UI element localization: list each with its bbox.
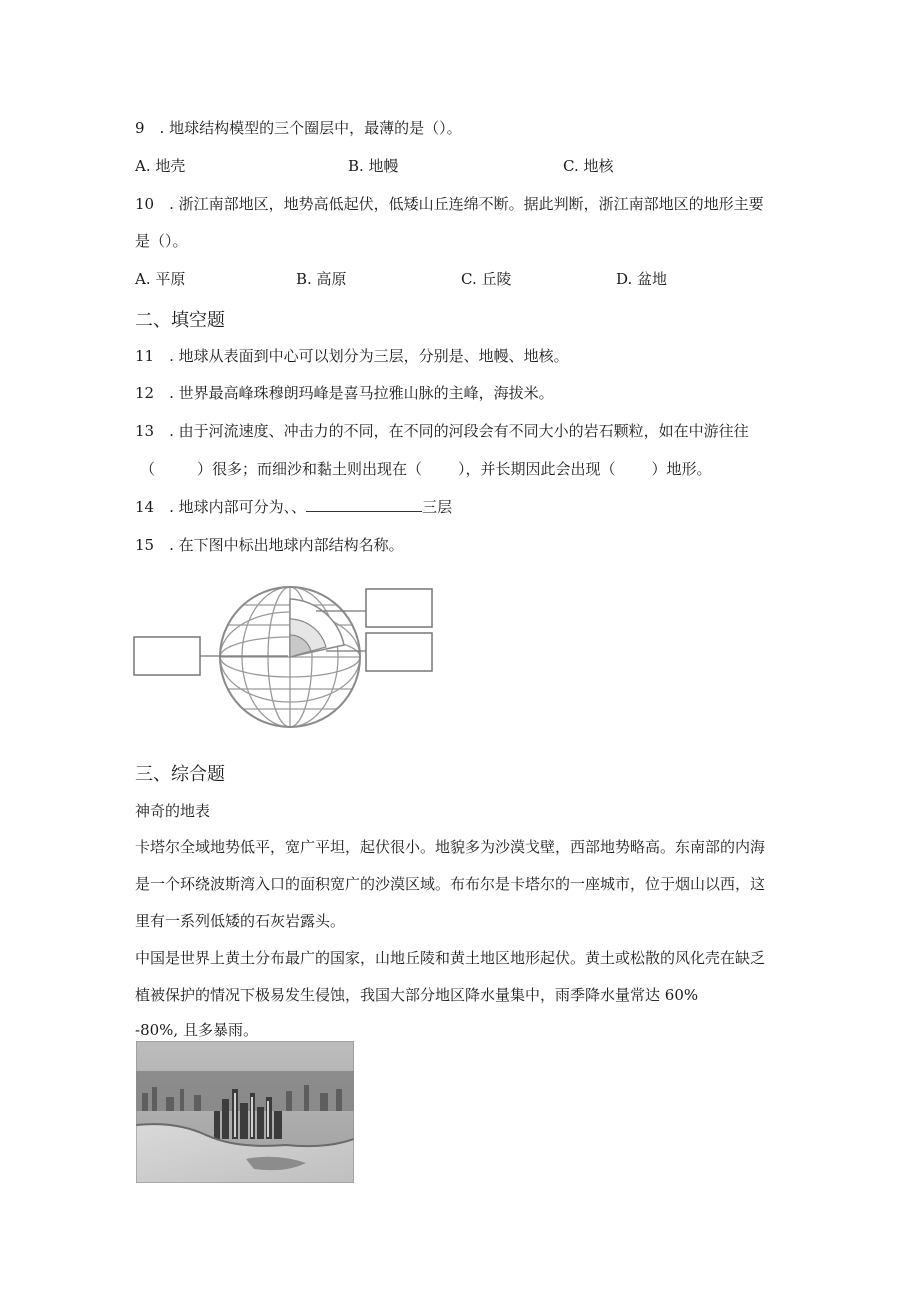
section-3-title: 三、综合题	[135, 764, 225, 785]
question-10-stem-line2: 是（）。	[135, 232, 188, 250]
section-2-title: 二、填空题	[135, 310, 225, 331]
passage-paragraph-1-line-2: 是一个环绕波斯湾入口的面积宽广的沙漠区域。布布尔是卡塔尔的一座城市，位于烟山以西，这	[135, 875, 766, 893]
q9-option-c: C. 地核	[563, 157, 614, 175]
passage-paragraph-1-line-3: 里有一系列低矮的石灰岩露头。	[135, 912, 346, 930]
q14-suffix: 三层	[422, 498, 453, 516]
q9-option-b: B. 地幔	[348, 157, 399, 175]
q10-option-b: B. 高原	[296, 270, 347, 288]
passage-title: 神奇的地表	[135, 802, 211, 820]
question-15: 15 . 在下图中标出地球内部结构名称。	[135, 536, 404, 554]
q10-option-a: A. 平原	[135, 270, 186, 288]
q14-blank[interactable]	[306, 497, 422, 512]
q13-text-3: ）地形。	[651, 460, 712, 478]
question-14	[135, 497, 452, 517]
question-12: 12 . 世界最高峰珠穆朗玛峰是喜马拉雅山脉的主峰，海拔米。	[135, 384, 554, 402]
question-13-line1: 13 . 由于河流速度、冲击力的不同，在不同的河段会有不同大小的岩石颗粒，如在中游往往	[135, 422, 749, 440]
label-box-left	[134, 637, 200, 675]
coastal-city-aerial-photo	[136, 1041, 354, 1183]
label-box-bottom-right	[366, 633, 432, 671]
question-9-stem: 9 . 地球结构模型的三个圈层中，最薄的是（）。	[135, 119, 462, 137]
q9-option-a: A. 地壳	[135, 157, 186, 175]
question-13-line2	[140, 459, 712, 479]
question-10-stem-line1: 10 . 浙江南部地区，地势高低起伏，低矮山丘连绵不断。据此判断，浙江南部地区的地形主要	[135, 195, 764, 213]
q13-text-2: ），并长期因此会出现（	[458, 460, 616, 478]
label-box-top-right	[366, 589, 432, 627]
q13-text-1: ）很多；而细沙和黏土则出现在（	[197, 460, 423, 478]
q10-option-c: C. 丘陵	[461, 270, 512, 288]
q14-prefix: 14 . 地球内部可分为、、	[135, 498, 307, 516]
question-11: 11 . 地球从表面到中心可以划分为三层，分别是、地幔、地核。	[135, 347, 569, 365]
passage-paragraph-1-line-1: 卡塔尔全域地势低平，宽广平坦，起伏很小。地貌多为沙漠戈壁，西部地势略高。东南部的内海	[135, 838, 766, 856]
q13-paren-open-1: （	[140, 460, 156, 478]
q10-option-d: D. 盆地	[616, 270, 668, 288]
passage-paragraph-2-line-2: 植被保护的情况下极易发生侵蚀，我国大部分地区降水量集中，雨季降水量常达 60%	[135, 986, 699, 1004]
earth-structure-diagram	[130, 585, 440, 730]
passage-paragraph-2-line-3: -80%, 且多暴雨。	[135, 1021, 258, 1039]
passage-paragraph-2-line-1: 中国是世界上黄土分布最广的国家，山地丘陵和黄土地区地形起伏。黄土或松散的风化壳在缺乏	[135, 949, 766, 967]
